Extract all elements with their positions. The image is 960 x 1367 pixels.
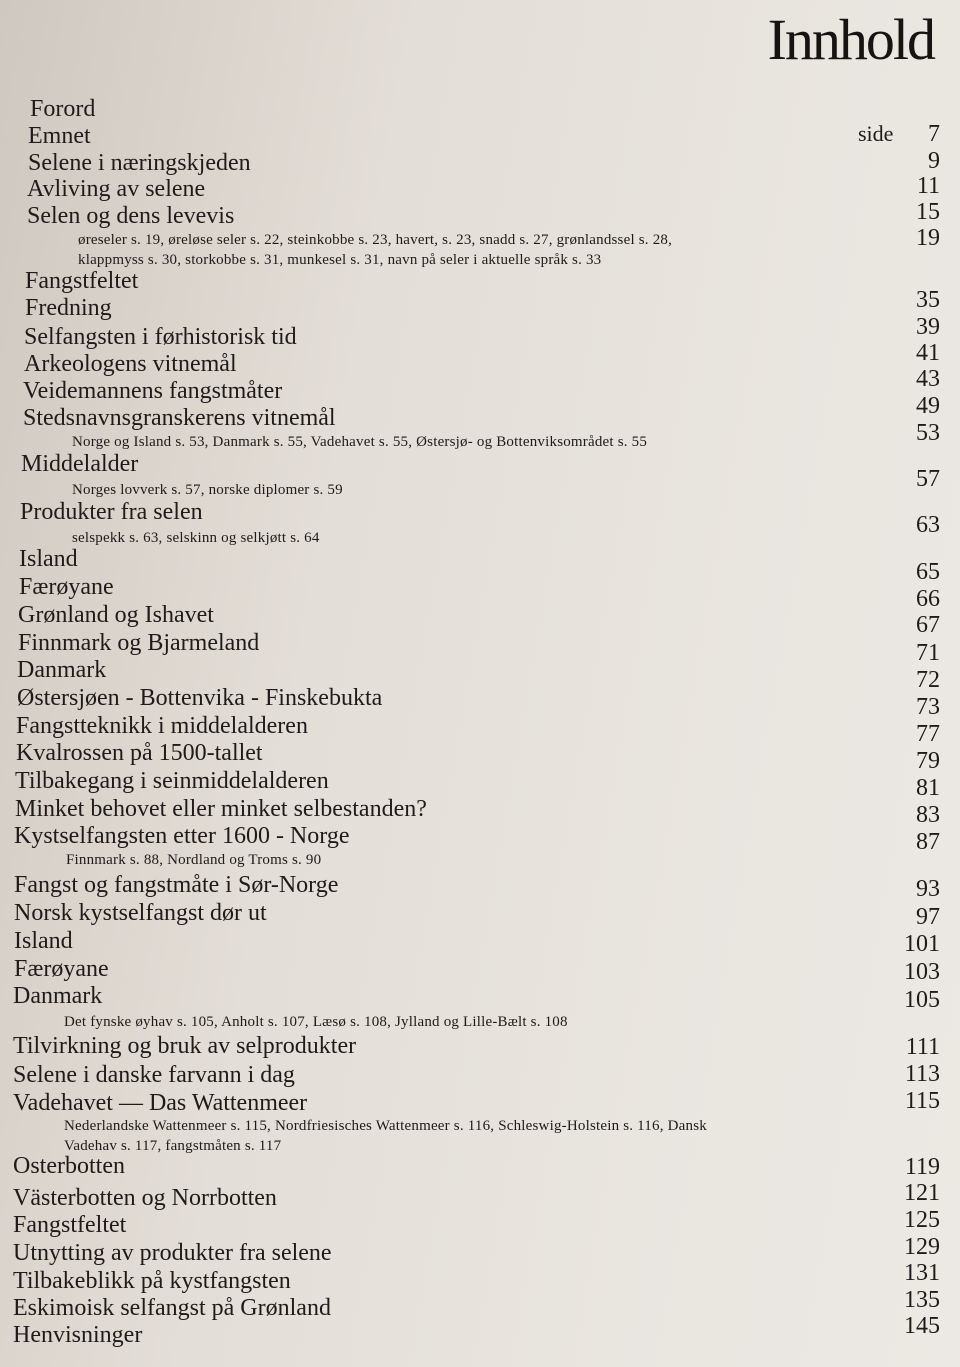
toc-subentry: øreseler s. 19, øreløse seler s. 22, steinkobbe s. 23, havert, s. 23, snadd s. 27, grønlandssel s. 28, bbox=[78, 232, 673, 248]
toc-entry: Østersjøen - Bottenvika - Finskebukta bbox=[17, 685, 383, 711]
toc-entry: Produkter fra selen bbox=[20, 499, 203, 525]
toc-entry: Selene i danske farvann i dag bbox=[13, 1062, 295, 1088]
toc-entry: Kystselfangsten etter 1600 - Norge bbox=[14, 823, 350, 849]
toc-subentry: Finnmark s. 88, Nordland og Troms s. 90 bbox=[66, 852, 322, 868]
page-number: 77 bbox=[916, 721, 940, 747]
page-number: 131 bbox=[904, 1260, 940, 1286]
page-number: 53 bbox=[916, 420, 940, 446]
page-number: 121 bbox=[904, 1180, 940, 1206]
side-label: side bbox=[858, 121, 894, 146]
toc-entry: Minket behovet eller minket selbestanden? bbox=[15, 796, 427, 822]
page-number: 7 bbox=[928, 121, 940, 147]
toc-subentry: Norges lovverk s. 57, norske diplomer s. 59 bbox=[72, 482, 343, 498]
toc-entry: Forord bbox=[30, 96, 96, 122]
page-number: 145 bbox=[904, 1313, 940, 1339]
toc-subentry: Vadehav s. 117, fangstmåten s. 117 bbox=[64, 1138, 282, 1154]
toc-subentry: Norge og Island s. 53, Danmark s. 55, Vadehavet s. 55, Østersjø- og Bottenviksområdet s. 55 bbox=[72, 434, 648, 450]
toc-subentry: Det fynske øyhav s. 105, Anholt s. 107, Læsø s. 108, Jylland og Lille-Bælt s. 108 bbox=[64, 1014, 568, 1030]
page-number: 15 bbox=[916, 199, 940, 225]
page-number: 9 bbox=[928, 148, 940, 174]
page-number: 119 bbox=[904, 1154, 940, 1180]
toc-entry: Veidemannens fangstmåter bbox=[23, 378, 283, 404]
toc-entry: Fangst og fangstmåte i Sør-Norge bbox=[14, 872, 339, 898]
page-number: 105 bbox=[904, 987, 940, 1013]
page-number: 72 bbox=[916, 667, 940, 693]
page-number: 87 bbox=[916, 829, 940, 855]
toc-entry: Fredning bbox=[25, 295, 112, 321]
page-number: 67 bbox=[916, 612, 940, 638]
page-number: 79 bbox=[916, 748, 940, 774]
toc-entry: Fangstteknikk i middelalderen bbox=[16, 713, 308, 739]
toc-entry: Selene i næringskjeden bbox=[28, 150, 251, 176]
toc-entry: Eskimoisk selfangst på Grønland bbox=[13, 1295, 331, 1321]
toc-entry: Island bbox=[14, 928, 73, 954]
toc-entry: Middelalder bbox=[21, 451, 139, 477]
toc-entry: Emnet bbox=[28, 123, 91, 149]
page-number: 103 bbox=[904, 959, 940, 985]
page-number: 35 bbox=[916, 287, 940, 313]
toc-entry: Finnmark og Bjarmeland bbox=[18, 630, 260, 656]
toc-entry: Västerbotten og Norrbotten bbox=[13, 1185, 277, 1211]
page-number: 41 bbox=[916, 340, 940, 366]
page-number: 111 bbox=[905, 1034, 940, 1060]
toc-entry: Grønland og Ishavet bbox=[18, 602, 214, 628]
page-number: 43 bbox=[916, 366, 940, 392]
page-title: Innhold bbox=[767, 7, 934, 72]
page-number: 57 bbox=[916, 466, 940, 492]
page-number: 125 bbox=[904, 1207, 940, 1233]
toc-entry: Selfangsten i førhistorisk tid bbox=[24, 324, 297, 350]
toc-entry: Tilvirkning og bruk av selprodukter bbox=[13, 1033, 357, 1059]
toc-entry: Færøyane bbox=[19, 574, 114, 600]
toc-entry: Færøyane bbox=[14, 956, 109, 982]
page-number: 81 bbox=[916, 775, 940, 801]
page-number: 73 bbox=[916, 694, 940, 720]
page-number: 135 bbox=[904, 1287, 940, 1313]
page-number: 63 bbox=[916, 512, 940, 538]
page-number: 93 bbox=[916, 876, 940, 902]
page-number: 66 bbox=[916, 586, 940, 612]
page-number: 129 bbox=[904, 1234, 940, 1260]
toc-entry: Island bbox=[19, 546, 78, 572]
page-number: 19 bbox=[916, 225, 940, 251]
page-number: 101 bbox=[904, 931, 940, 957]
page-number: 71 bbox=[916, 640, 940, 666]
toc-entry: Osterbotten bbox=[13, 1153, 125, 1179]
toc-entry: Danmark bbox=[17, 657, 107, 683]
toc-entry: Stedsnavnsgranskerens vitnemål bbox=[23, 405, 336, 431]
page-number: 49 bbox=[916, 393, 940, 419]
page-number: 113 bbox=[904, 1061, 940, 1087]
page-number: 97 bbox=[916, 904, 940, 930]
toc-entry: Henvisninger bbox=[13, 1322, 143, 1348]
page-number: 39 bbox=[916, 314, 940, 340]
toc-entry: Tilbakegang i seinmiddelalderen bbox=[15, 768, 329, 794]
toc-entry: Vadehavet — Das Wattenmeer bbox=[13, 1090, 308, 1116]
toc-entry: Norsk kystselfangst dør ut bbox=[14, 900, 267, 926]
page-number: 11 bbox=[916, 173, 940, 199]
toc-entry: Kvalrossen på 1500-tallet bbox=[16, 740, 263, 766]
toc-entry: Arkeologens vitnemål bbox=[24, 351, 237, 377]
toc-subentry: Nederlandske Wattenmeer s. 115, Nordfriesisches Wattenmeer s. 116, Schleswig-Holstein s. 116, Dansk bbox=[64, 1118, 707, 1134]
toc-entry: Tilbakeblikk på kystfangsten bbox=[13, 1268, 291, 1294]
toc-entry: Fangstfeltet bbox=[13, 1212, 127, 1238]
toc-entry: Danmark bbox=[13, 983, 103, 1009]
page-number: 115 bbox=[904, 1088, 940, 1114]
toc-entry: Selen og dens levevis bbox=[27, 203, 235, 229]
toc-subentry: selspekk s. 63, selskinn og selkjøtt s. 64 bbox=[72, 530, 320, 546]
page-number: 65 bbox=[916, 559, 940, 585]
page-number: 83 bbox=[916, 802, 940, 828]
toc-entry: Fangstfeltet bbox=[25, 268, 139, 294]
toc-entry: Avliving av selene bbox=[27, 176, 206, 202]
toc-subentry: klappmyss s. 30, storkobbe s. 31, munkesel s. 31, navn på seler i aktuelle språk s. 33 bbox=[78, 252, 602, 268]
toc-entry: Utnytting av produkter fra selene bbox=[13, 1240, 332, 1266]
